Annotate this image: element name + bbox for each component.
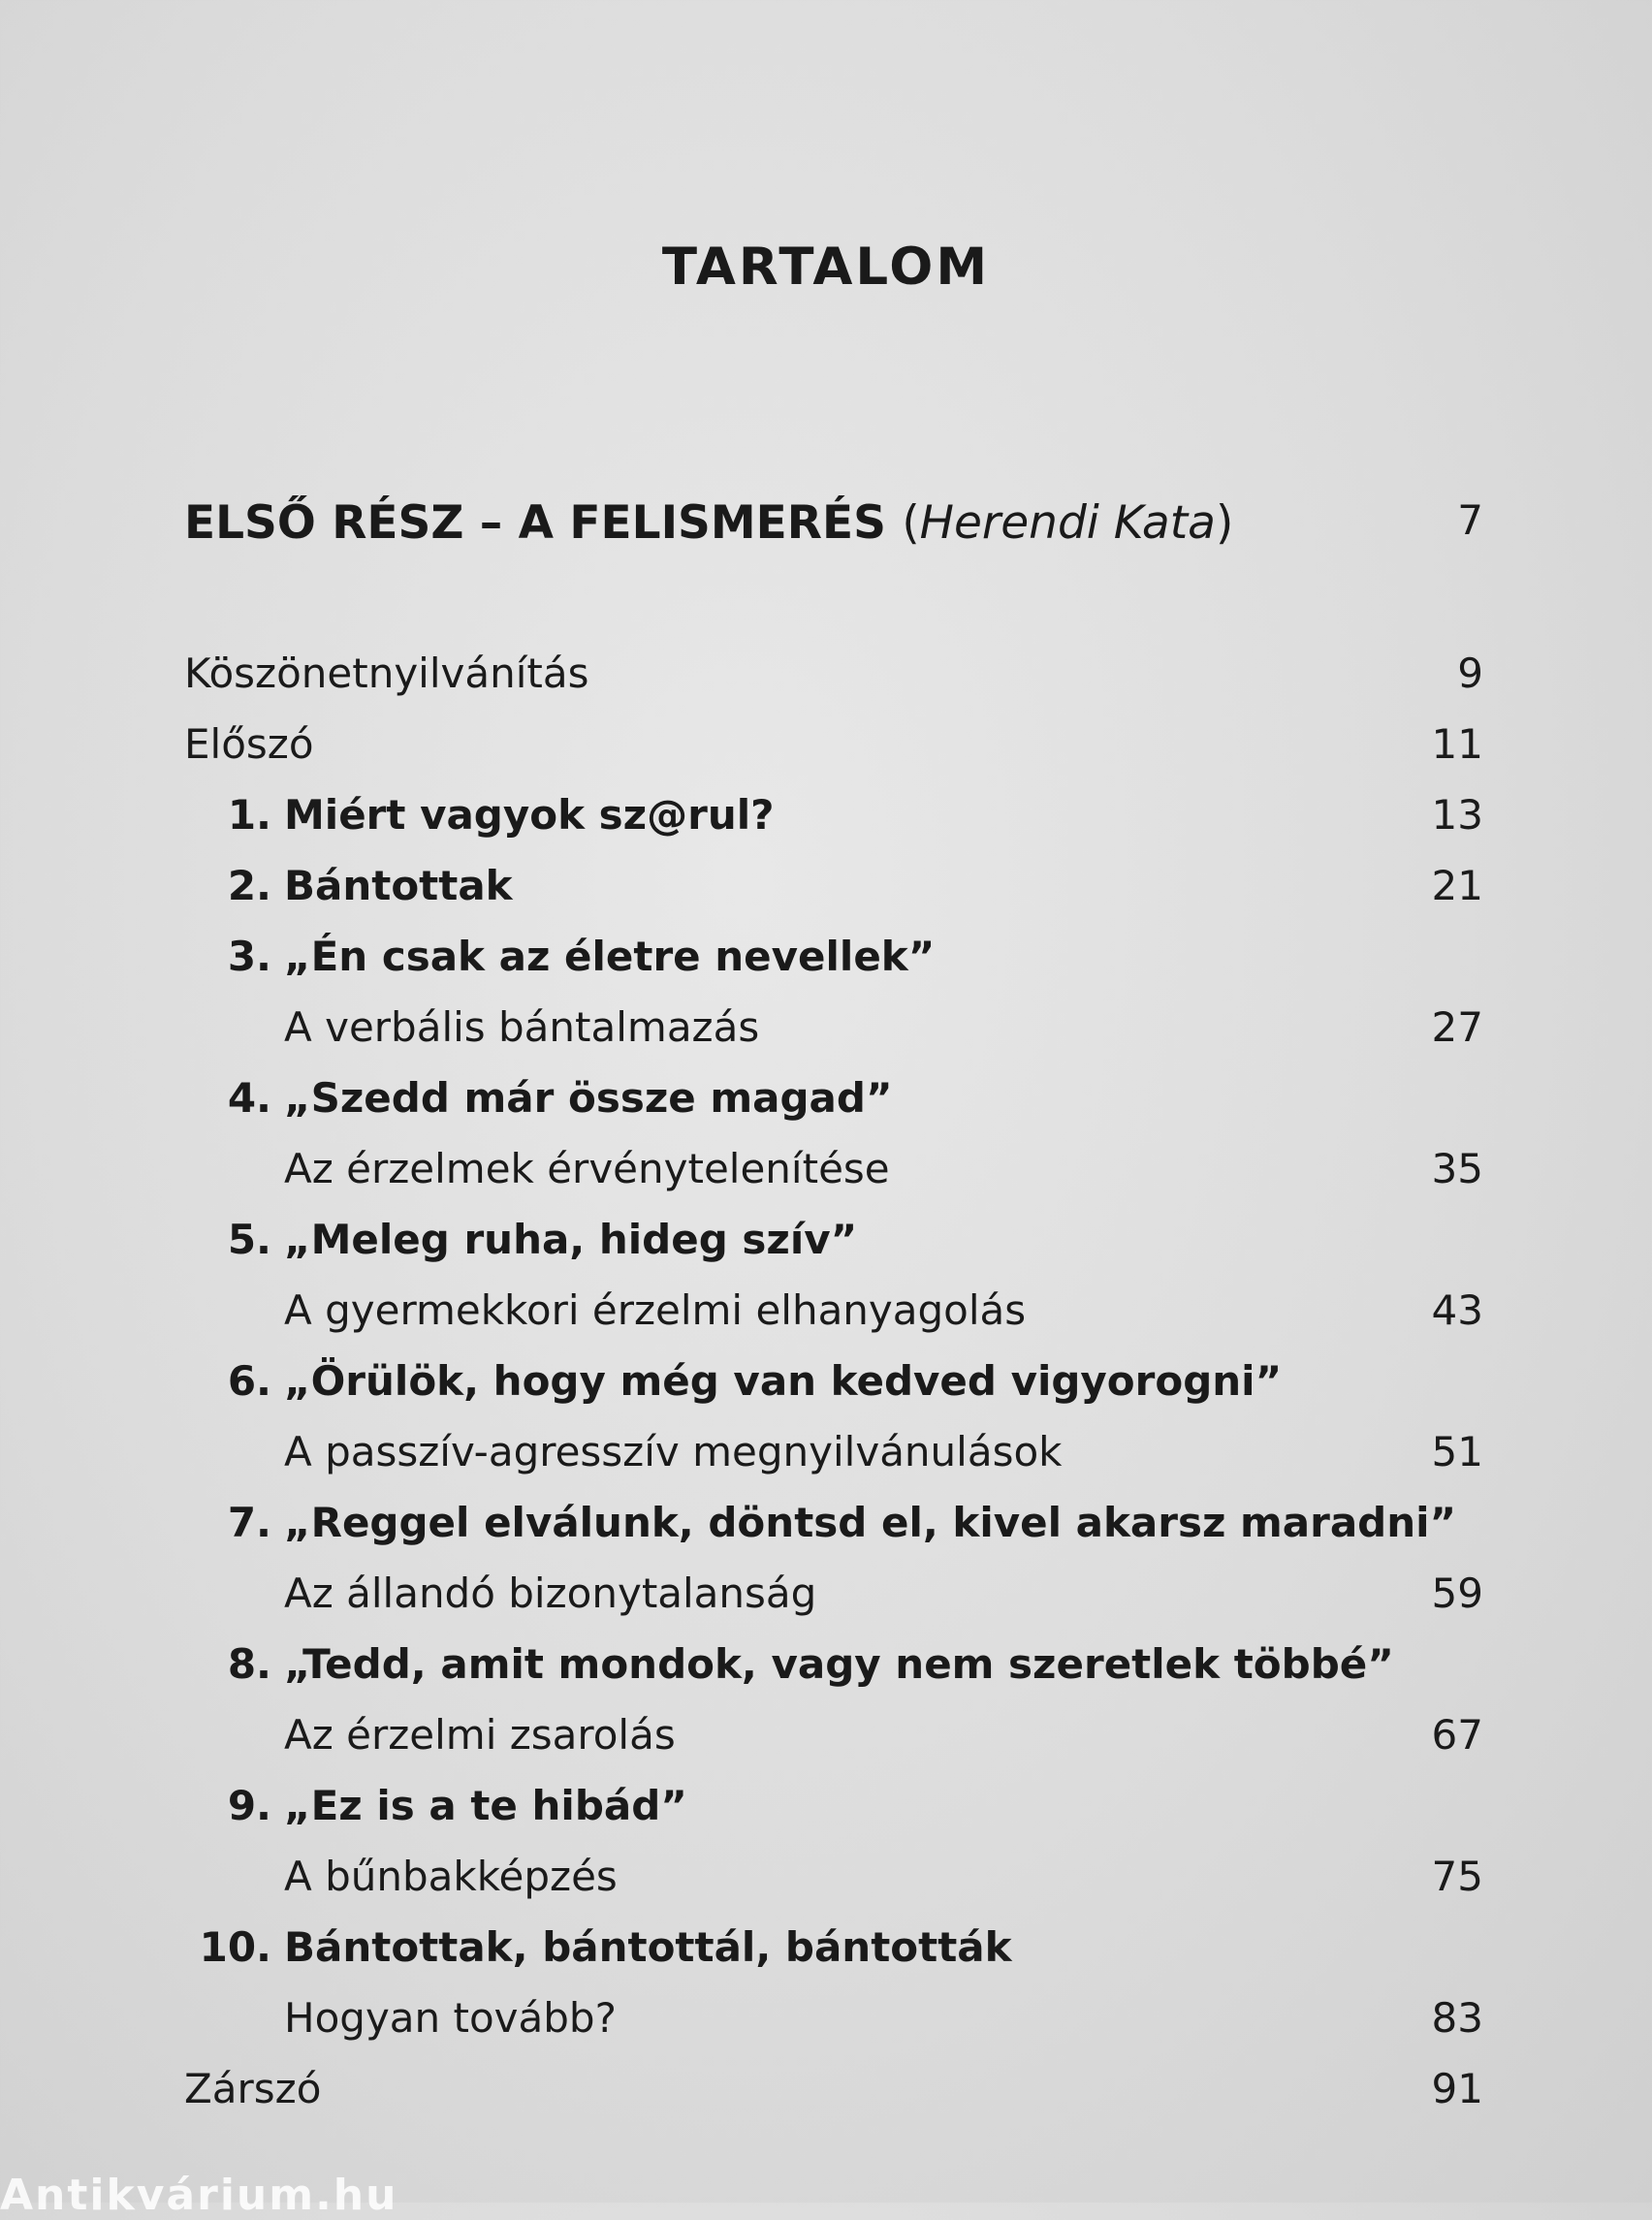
toc-entry bbox=[184, 1062, 1483, 1133]
toc-entry bbox=[184, 1275, 1483, 1346]
chapter-number: 7. bbox=[227, 1499, 271, 1546]
toc-entry bbox=[184, 1487, 1483, 1558]
toc-subtitle: A gyermekkori érzelmi elhanyagolás bbox=[284, 1286, 1027, 1334]
toc-entry-title: Előszó bbox=[184, 720, 314, 768]
chapter-number: 3. bbox=[227, 933, 271, 980]
chapter-number: 6. bbox=[227, 1357, 271, 1405]
page-number: 35 bbox=[1431, 1145, 1483, 1192]
chapter-title: Miért vagyok sz@rul? bbox=[284, 791, 775, 839]
part-heading bbox=[184, 496, 1483, 566]
toc-entry bbox=[184, 2053, 1483, 2124]
toc-subtitle: A verbális bántalmazás bbox=[284, 1003, 760, 1051]
part-title bbox=[184, 496, 1233, 550]
toc-subtitle: Az érzelmek érvénytelenítése bbox=[284, 1145, 890, 1192]
page-number: 21 bbox=[1431, 862, 1483, 909]
chapter-title: „Ez is a te hibád” bbox=[284, 1782, 687, 1829]
toc-entry bbox=[184, 638, 1483, 709]
page-number: 91 bbox=[1431, 2065, 1483, 2112]
toc-entry bbox=[184, 921, 1483, 992]
chapter-title: Bántottak bbox=[284, 862, 513, 909]
paren-open: ( bbox=[902, 496, 920, 550]
chapter-title: „Szedd már össze magad” bbox=[284, 1074, 893, 1122]
chapter-number: 10. bbox=[199, 1923, 271, 1971]
chapter-title: „Meleg ruha, hideg szív” bbox=[284, 1216, 858, 1263]
toc-entry-title: Zárszó bbox=[184, 2065, 322, 2112]
toc-subtitle: Hogyan tovább? bbox=[284, 1994, 617, 2042]
toc-entry bbox=[184, 1841, 1483, 1912]
page-number: 27 bbox=[1431, 1003, 1483, 1051]
page-title: TARTALOM bbox=[661, 238, 991, 297]
toc-entry bbox=[184, 1133, 1483, 1204]
toc-entry bbox=[184, 709, 1483, 779]
page-number: 51 bbox=[1431, 1428, 1483, 1475]
page-number: 83 bbox=[1431, 1994, 1483, 2042]
page-number: 11 bbox=[1431, 720, 1483, 768]
toc-entry bbox=[184, 1204, 1483, 1275]
page-number: 75 bbox=[1431, 1853, 1483, 1900]
chapter-title: „Reggel elválunk, döntsd el, kivel akarsz maradni” bbox=[284, 1499, 1457, 1546]
chapter-title: „Örülök, hogy még van kedved vigyorogni” bbox=[284, 1357, 1283, 1405]
chapter-number: 4. bbox=[227, 1074, 271, 1122]
paren-close: ) bbox=[1215, 496, 1234, 550]
toc-entry bbox=[184, 850, 1483, 921]
toc-entry bbox=[184, 1982, 1483, 2053]
toc-entry bbox=[184, 1770, 1483, 1841]
chapter-number: 2. bbox=[227, 862, 271, 909]
toc-subtitle: Az érzelmi zsarolás bbox=[284, 1711, 676, 1759]
toc-entry-title: Köszönetnyilvánítás bbox=[184, 650, 589, 697]
toc-entry bbox=[184, 1629, 1483, 1699]
toc-entry bbox=[184, 1699, 1483, 1770]
page-number: 9 bbox=[1457, 650, 1483, 697]
toc-entry bbox=[184, 1912, 1483, 1982]
chapter-title: „Én csak az életre nevellek” bbox=[284, 933, 936, 980]
chapter-title: Bántottak, bántottál, bántották bbox=[284, 1923, 1012, 1971]
toc-entry bbox=[184, 992, 1483, 1062]
page-number: 43 bbox=[1431, 1286, 1483, 1334]
toc-entry bbox=[184, 1558, 1483, 1629]
toc-subtitle: A bűnbakképzés bbox=[284, 1853, 618, 1900]
chapter-number: 8. bbox=[227, 1640, 271, 1688]
chapter-number: 5. bbox=[227, 1216, 271, 1263]
page-number: 67 bbox=[1431, 1711, 1483, 1759]
part-label: ELSŐ RÉSZ – A FELISMERÉS bbox=[184, 496, 886, 550]
watermark: Antikvárium.hu bbox=[0, 2171, 398, 2220]
page-number: 13 bbox=[1431, 791, 1483, 839]
toc-entry bbox=[184, 779, 1483, 850]
toc-subtitle: Az állandó bizonytalanság bbox=[284, 1570, 817, 1617]
toc-entry bbox=[184, 1416, 1483, 1487]
chapter-number: 1. bbox=[227, 791, 271, 839]
toc-subtitle: A passzív-agresszív megnyilvánulások bbox=[284, 1428, 1063, 1475]
chapter-number: 9. bbox=[227, 1782, 271, 1829]
page-number: 59 bbox=[1431, 1570, 1483, 1617]
part-page-number: 7 bbox=[1457, 496, 1483, 544]
part-author: Herendi Kata bbox=[919, 496, 1216, 550]
chapter-title: „Tedd, amit mondok, vagy nem szeretlek többé” bbox=[284, 1640, 1394, 1688]
toc-entry bbox=[184, 1346, 1483, 1416]
table-of-contents bbox=[184, 638, 1483, 2124]
